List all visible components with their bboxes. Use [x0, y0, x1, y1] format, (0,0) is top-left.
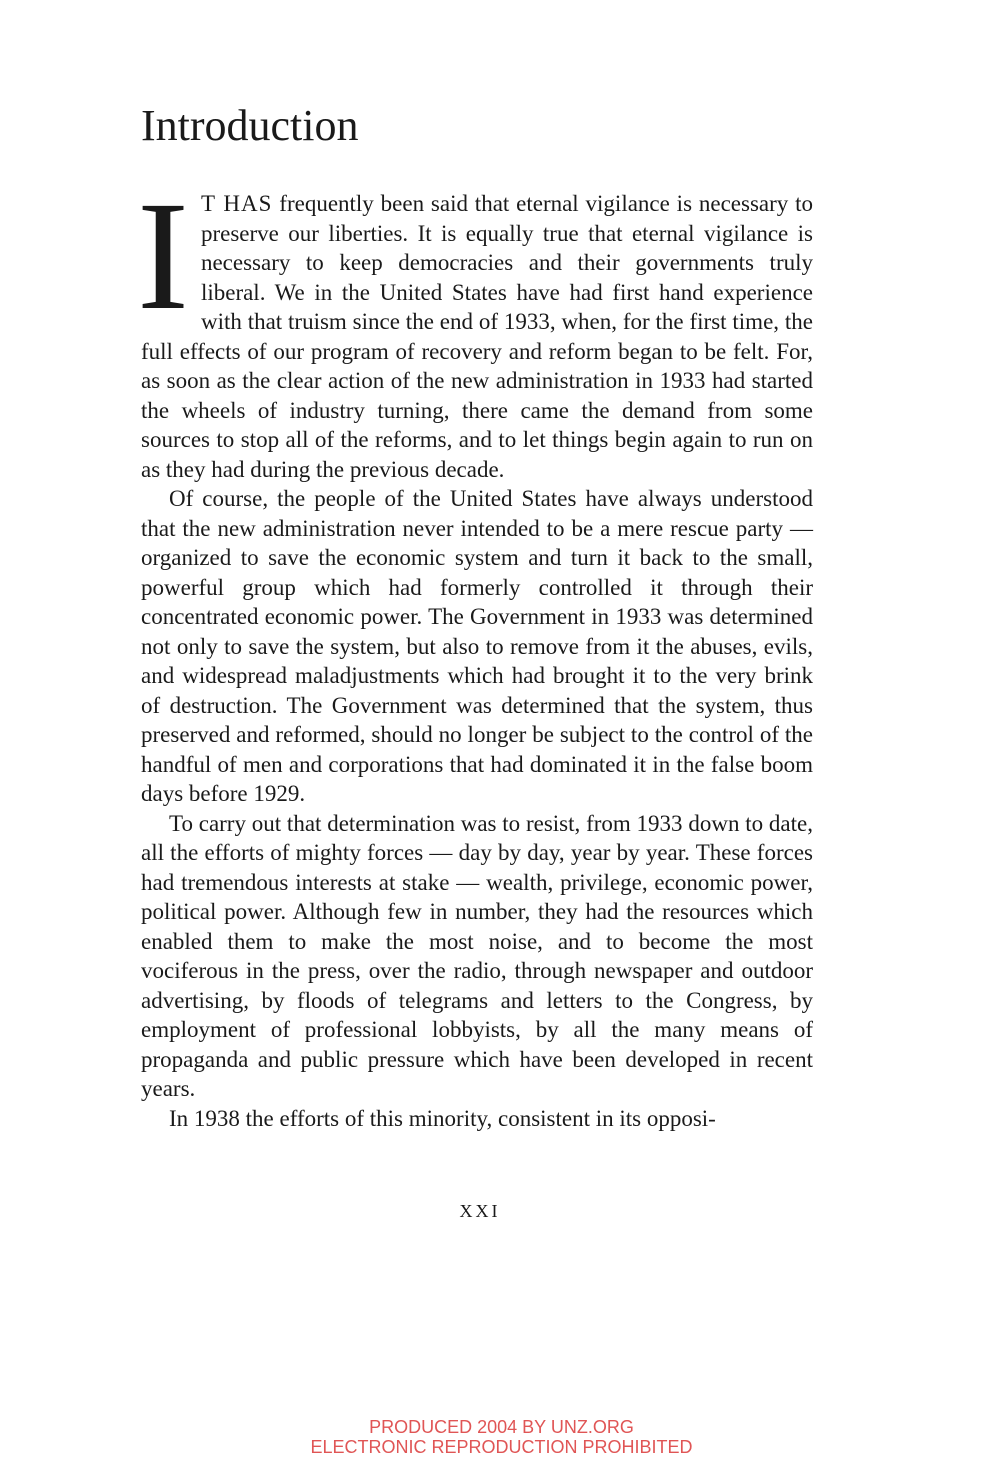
paragraph-2: Of course, the people of the United States have always understood that the new administration never intended to be a mere rescue party — organized to save the economic system and turn it back to the small, powerful group which had formerly controlled it through their concentrated economic power. The Government in 1933 was determined not only to save the system, but also to remove from it the abuses, evils, and widespread maladjustments which had brought it to the very brink of destruction. The Government was determined that the system, thus preserved and reformed, should no longer be subject to the control of the handful of men and corporations that had dominated it in the false boom days before 1929. [141, 486, 813, 806]
opening-small-caps: T HAS [200, 191, 273, 216]
watermark [0, 1417, 1003, 1457]
chapter-title: Introduction [141, 101, 359, 150]
watermark-line-1: PRODUCED 2004 BY UNZ.ORG [369, 1417, 634, 1437]
paragraph-1 [137, 169, 813, 484]
paragraph-1-text: frequently been said that eternal vigilance is necessary to preserve our liberties. It is equally true that eternal vigilance is necessary to keep democracies and their governments truly liberal. We in the United States have had first hand experience with that truism since the end of 1933, when, for the first time, the full effects of our program of recovery and reform began to be felt. For, as soon as the clear action of the new administration in 1933 had started the wheels of industry turning, there came the demand from some sources to stop all of the reforms, and to let things begin again to run on as they had during the previous decade. [141, 191, 813, 482]
paragraph-4: In 1938 the efforts of this minority, consistent in its opposi- [169, 1105, 716, 1131]
drop-cap: I [137, 169, 189, 342]
paragraph-3: To carry out that determination was to resist, from 1933 down to date, all the efforts of mighty forces — day by day, year by year. These forces had tremendous interests at stake — wealth, privilege, economic power, political power. Although few in number, they had the resources which enabled them to make the most noise, and to become the most vociferous in the press, over the radio, through newspaper and outdoor advertising, by floods of telegrams and letters to the Congress, by employment of professional lobbyists, by all the many means of propaganda and public pressure which have been developed in recent years. [141, 810, 813, 1101]
page-number: XXI [459, 1201, 501, 1221]
watermark-line-2: ELECTRONIC REPRODUCTION PROHIBITED [310, 1437, 693, 1457]
body-text [137, 169, 813, 1133]
